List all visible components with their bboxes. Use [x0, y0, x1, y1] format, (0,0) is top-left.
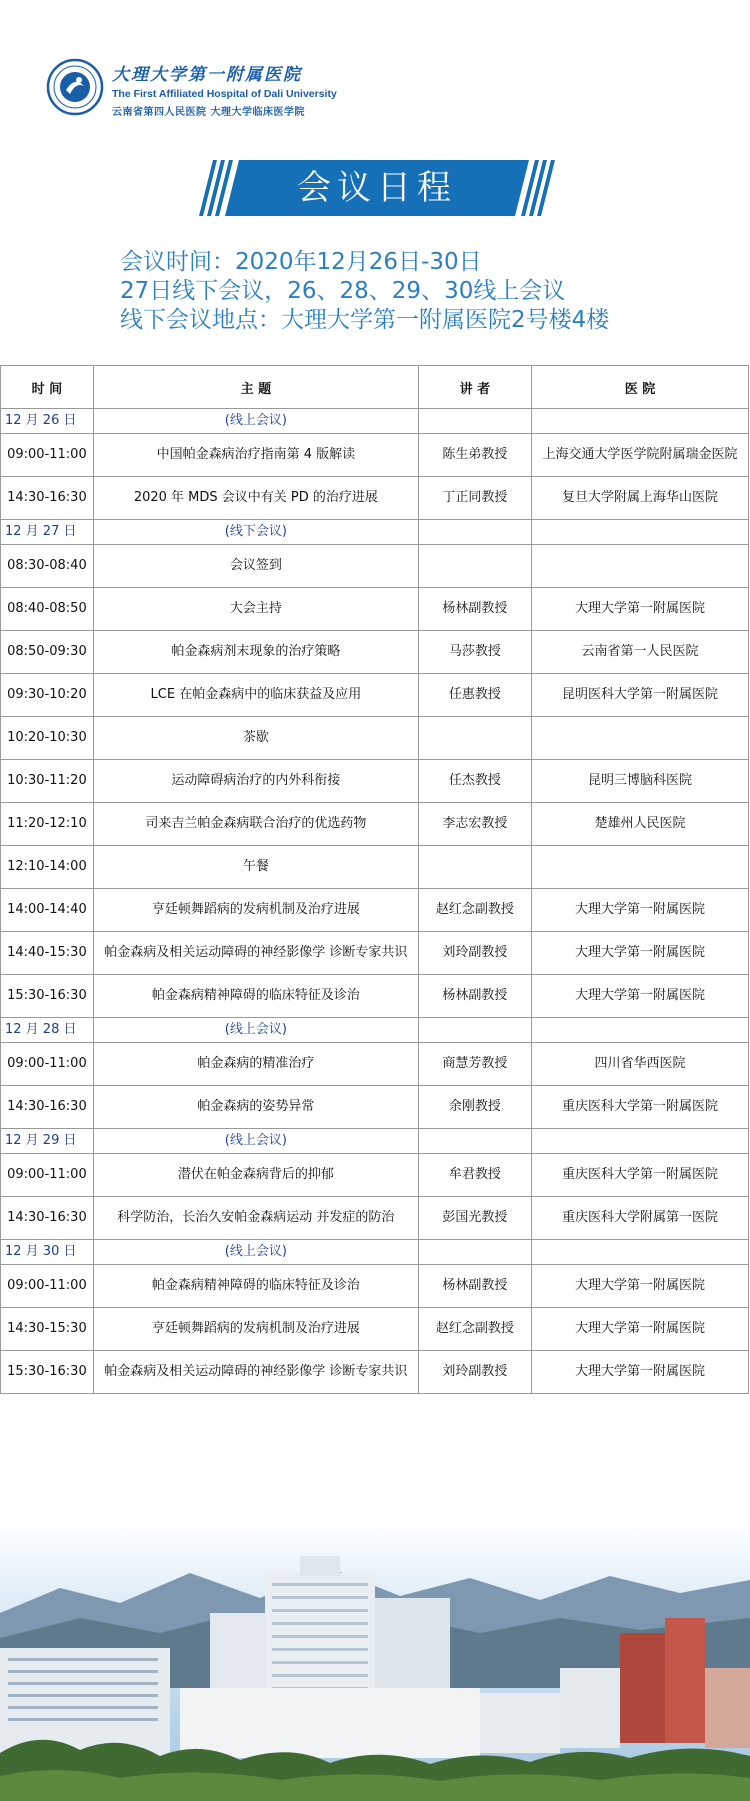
session-speaker: 杨林副教授 [418, 588, 531, 631]
campus-photo [0, 1518, 750, 1801]
hospital-name-en: The First Affiliated Hospital of Dali University [112, 88, 337, 100]
session-topic: 帕金森病剂末现象的治疗策略 [93, 631, 418, 674]
session-time: 09:00-11:00 [1, 1265, 94, 1308]
table-row [1, 760, 749, 803]
session-hospital: 重庆医科大学附属第一医院 [531, 1197, 748, 1240]
table-row [1, 975, 749, 1018]
session-topic: 帕金森病精神障碍的临床特征及诊治 [93, 1265, 418, 1308]
table-row [1, 631, 749, 674]
table-row [1, 1086, 749, 1129]
header-time: 时 间 [1, 366, 94, 409]
session-speaker: 陈生弟教授 [418, 434, 531, 477]
header-speaker: 讲 者 [418, 366, 531, 409]
day-row [1, 1240, 749, 1265]
session-hospital [531, 846, 748, 889]
day-row [1, 520, 749, 545]
table-row [1, 1265, 749, 1308]
session-topic: 司来吉兰帕金森病联合治疗的优选药物 [93, 803, 418, 846]
session-topic: 帕金森病的姿势异常 [93, 1086, 418, 1129]
day-row [1, 1129, 749, 1154]
day-row [1, 409, 749, 434]
session-speaker: 杨林副教授 [418, 975, 531, 1018]
session-time: 09:00-11:00 [1, 1043, 94, 1086]
header-hospital: 医 院 [531, 366, 748, 409]
session-speaker: 杨林副教授 [418, 1265, 531, 1308]
session-hospital: 大理大学第一附属医院 [531, 975, 748, 1018]
session-topic: 会议签到 [93, 545, 418, 588]
session-time: 15:30-16:30 [1, 1351, 94, 1394]
session-topic: 帕金森病及相关运动障碍的神经影像学 诊断专家共识 [93, 1351, 418, 1394]
session-time: 08:50-09:30 [1, 631, 94, 674]
session-time: 09:30-10:20 [1, 674, 94, 717]
session-speaker: 刘玲副教授 [418, 1351, 531, 1394]
table-row [1, 846, 749, 889]
session-topic: 科学防治，长治久安帕金森病运动 并发症的防治 [93, 1197, 418, 1240]
session-hospital: 楚雄州人民医院 [531, 803, 748, 846]
day-date: 12 月 28 日 [1, 1018, 94, 1043]
hospital-logo [46, 58, 366, 128]
day-mode: (线上会议) [93, 1129, 418, 1154]
session-topic: LCE 在帕金森病中的临床获益及应用 [93, 674, 418, 717]
schedule-table [0, 365, 749, 1394]
table-row [1, 1351, 749, 1394]
session-speaker: 商慧芳教授 [418, 1043, 531, 1086]
session-time: 08:40-08:50 [1, 588, 94, 631]
table-header-row [1, 366, 749, 409]
session-topic: 2020 年 MDS 会议中有关 PD 的治疗进展 [93, 477, 418, 520]
session-hospital: 复旦大学附属上海华山医院 [531, 477, 748, 520]
session-time: 14:30-16:30 [1, 477, 94, 520]
day-mode: (线下会议) [93, 520, 418, 545]
meeting-format: 27日线下会议，26、28、29、30线上会议 [120, 278, 566, 304]
session-topic: 午餐 [93, 846, 418, 889]
meeting-time: 会议时间：2020年12月26日-30日 [120, 249, 482, 275]
session-time: 14:30-15:30 [1, 1308, 94, 1351]
table-row [1, 1197, 749, 1240]
header-topic: 主 题 [93, 366, 418, 409]
session-speaker: 李志宏教授 [418, 803, 531, 846]
session-hospital: 大理大学第一附属医院 [531, 932, 748, 975]
session-speaker [418, 545, 531, 588]
table-row [1, 1308, 749, 1351]
session-time: 14:00-14:40 [1, 889, 94, 932]
table-row [1, 1043, 749, 1086]
table-row [1, 932, 749, 975]
session-hospital: 重庆医科大学第一附属医院 [531, 1086, 748, 1129]
session-hospital: 大理大学第一附属医院 [531, 588, 748, 631]
session-speaker: 牟君教授 [418, 1154, 531, 1197]
session-topic: 亨廷顿舞蹈病的发病机制及治疗进展 [93, 1308, 418, 1351]
day-mode: (线上会议) [93, 409, 418, 434]
session-speaker: 刘玲副教授 [418, 932, 531, 975]
session-time: 12:10-14:00 [1, 846, 94, 889]
session-time: 11:20-12:10 [1, 803, 94, 846]
session-time: 14:30-16:30 [1, 1086, 94, 1129]
day-date: 12 月 27 日 [1, 520, 94, 545]
day-mode: (线上会议) [93, 1018, 418, 1043]
session-time: 14:30-16:30 [1, 1197, 94, 1240]
session-topic: 帕金森病精神障碍的临床特征及诊治 [93, 975, 418, 1018]
table-row [1, 545, 749, 588]
session-hospital: 大理大学第一附属医院 [531, 889, 748, 932]
session-topic: 运动障碍病治疗的内外科衔接 [93, 760, 418, 803]
session-time: 09:00-11:00 [1, 1154, 94, 1197]
session-speaker [418, 717, 531, 760]
session-topic: 茶歇 [93, 717, 418, 760]
table-row [1, 889, 749, 932]
session-time: 10:30-11:20 [1, 760, 94, 803]
session-hospital [531, 717, 748, 760]
session-speaker: 马莎教授 [418, 631, 531, 674]
table-row [1, 477, 749, 520]
hospital-name-cn: 大理大学第一附属医院 [112, 65, 302, 85]
session-time: 10:20-10:30 [1, 717, 94, 760]
hospital-emblem-icon [46, 58, 104, 116]
session-speaker: 赵红念副教授 [418, 1308, 531, 1351]
session-time: 15:30-16:30 [1, 975, 94, 1018]
session-topic: 帕金森病的精准治疗 [93, 1043, 418, 1086]
meeting-location: 线下会议地点：大理大学第一附属医院2号楼4楼 [120, 307, 610, 333]
table-row [1, 1154, 749, 1197]
day-row [1, 1018, 749, 1043]
table-row [1, 803, 749, 846]
day-date: 12 月 26 日 [1, 409, 94, 434]
session-hospital: 昆明三博脑科医院 [531, 760, 748, 803]
session-topic: 大会主持 [93, 588, 418, 631]
session-hospital: 重庆医科大学第一附属医院 [531, 1154, 748, 1197]
session-topic: 潜伏在帕金森病背后的抑郁 [93, 1154, 418, 1197]
session-topic: 中国帕金森病治疗指南第 4 版解读 [93, 434, 418, 477]
day-mode: (线上会议) [93, 1240, 418, 1265]
session-speaker: 任惠教授 [418, 674, 531, 717]
day-date: 12 月 29 日 [1, 1129, 94, 1154]
session-speaker: 彭国光教授 [418, 1197, 531, 1240]
table-row [1, 674, 749, 717]
session-speaker: 任杰教授 [418, 760, 531, 803]
session-time: 14:40-15:30 [1, 932, 94, 975]
session-time: 09:00-11:00 [1, 434, 94, 477]
session-speaker [418, 846, 531, 889]
day-date: 12 月 30 日 [1, 1240, 94, 1265]
session-time: 08:30-08:40 [1, 545, 94, 588]
session-hospital [531, 545, 748, 588]
session-hospital: 大理大学第一附属医院 [531, 1308, 748, 1351]
table-row [1, 588, 749, 631]
table-row [1, 717, 749, 760]
page-title: 会议日程 [297, 168, 457, 208]
session-speaker: 赵红念副教授 [418, 889, 531, 932]
session-speaker: 余刚教授 [418, 1086, 531, 1129]
session-hospital: 云南省第一人民医院 [531, 631, 748, 674]
session-hospital: 昆明医科大学第一附属医院 [531, 674, 748, 717]
session-hospital: 大理大学第一附属医院 [531, 1265, 748, 1308]
session-hospital: 四川省华西医院 [531, 1043, 748, 1086]
session-hospital: 大理大学第一附属医院 [531, 1351, 748, 1394]
session-hospital: 上海交通大学医学院附属瑞金医院 [531, 434, 748, 477]
meeting-info [120, 248, 609, 335]
session-topic: 帕金森病及相关运动障碍的神经影像学 诊断专家共识 [93, 932, 418, 975]
title-banner [198, 160, 550, 216]
session-speaker: 丁正同教授 [418, 477, 531, 520]
table-row [1, 434, 749, 477]
hospital-subtitle: 云南省第四人民医院 大理大学临床医学院 [112, 107, 305, 118]
session-topic: 亨廷顿舞蹈病的发病机制及治疗进展 [93, 889, 418, 932]
